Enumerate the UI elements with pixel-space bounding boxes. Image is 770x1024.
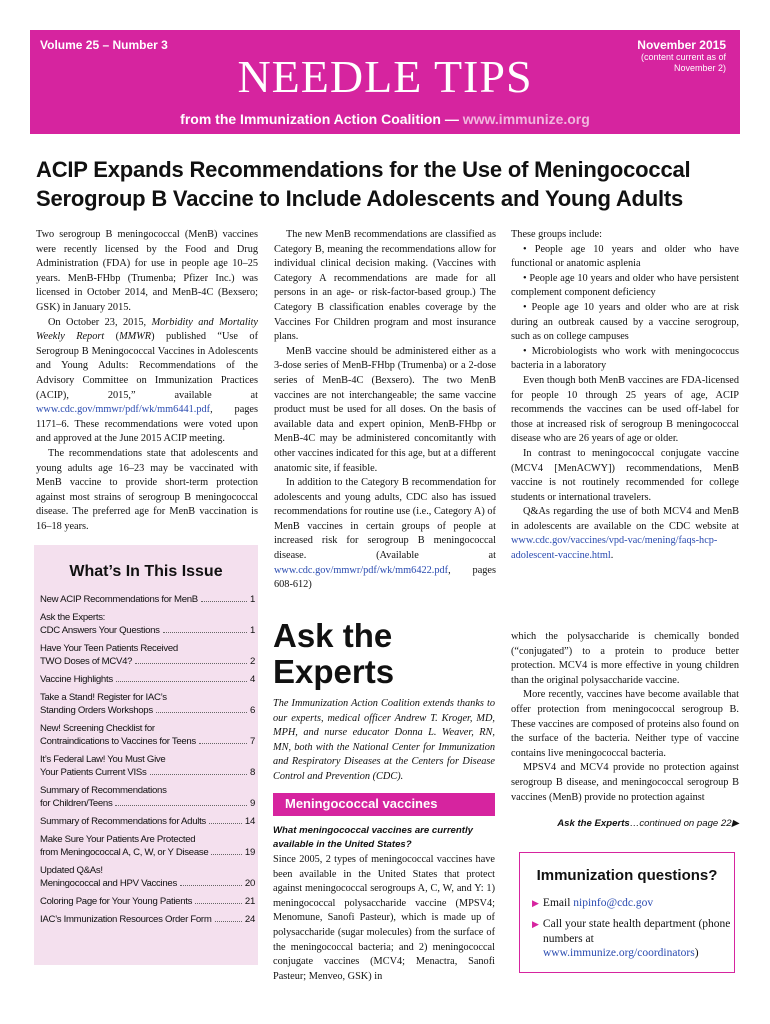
text: , pages 608-612) [274, 564, 496, 591]
title-line: Ask the [273, 617, 393, 654]
toc-entry[interactable] [40, 593, 255, 606]
text: ( [104, 331, 120, 343]
paragraph: which the polysaccharide is chemically bonded (“conjugated”) to a protein to produce better protection. MCV4 is more effective in young children than the original polysaccharide vaccine. [511, 631, 739, 686]
text: Ask the Experts [557, 818, 630, 829]
newsletter-title: NEEDLE TIPS [237, 51, 533, 102]
toc-entry[interactable] [40, 691, 255, 717]
toc-entry-text: Make Sure Your Patients Are Protected [40, 834, 196, 845]
toc-entry-line [40, 704, 255, 717]
toc-page-number: 24 [244, 914, 255, 925]
bullet-item: • People age 10 years and older who have functional or anatomic asplenia [511, 243, 739, 270]
text: Call your state health department (phone numbers at [542, 918, 731, 945]
ask-experts-continued-column [511, 630, 739, 805]
paragraph: MPSV4 and MCV4 provide no protection against serogroup B disease, and meningococcal serogroup B vaccines (MenB) provide no protection against [511, 762, 739, 803]
paragraph: The new MenB recommendations are classified as Category B, meaning the recommendations allow for individual clinical decision making. (Vaccines with Category A recommendations are made for all persons in an age- or risk-factor-based group.) The Category B classification enables coverage by the Vaccines For Children program and most insurance plans. [274, 229, 496, 343]
mmwr-link[interactable]: www.cdc.gov/mmwr/pdf/wk/mm6441.pdf [36, 404, 211, 416]
toc-entry-text: Updated Q&As! [40, 865, 103, 876]
text: In addition to the Category B recommendation for adolescents and young adults, CDC also has issued recommendations for routine use (i.e., Category A) of MenB vaccines in certain groups of people at increased risk for serogroup B meningococcal disease. (Available at [274, 477, 496, 562]
toc-entry-line [40, 846, 255, 859]
text: MMWR [119, 331, 152, 343]
whats-in-this-issue-box [34, 545, 258, 965]
toc-page-number: 2 [249, 656, 255, 667]
text: . [610, 550, 614, 562]
toc-entry[interactable] [40, 722, 255, 748]
toc-entry[interactable] [40, 913, 255, 926]
right-arrow-icon: ▶ [731, 818, 739, 829]
issue-date: November 2015 [637, 38, 726, 52]
toc-page-number: 21 [244, 896, 255, 907]
subtitle-url-link[interactable]: www.immunize.org [462, 111, 590, 127]
article-column-3 [511, 228, 739, 564]
toc-entry[interactable] [40, 864, 255, 890]
toc-entry-line [40, 624, 255, 637]
mmwr-link[interactable]: www.cdc.gov/mmwr/pdf/wk/mm6422.pdf [274, 564, 449, 576]
paragraph: Even though both MenB vaccines are FDA-licensed for people 10 through 25 years of age, ACIP recommends the vaccines can be used off-label for those at increased risk of serogroup B meningococcal disease who are 26 years of age or older. [511, 374, 739, 445]
toc-leader-dots [211, 847, 242, 855]
toc-page-number: 9 [249, 798, 255, 809]
toc-entry-text: Have Your Teen Patients Received [40, 643, 178, 654]
toc-entry-text: Meningococcal and HPV Vaccines [40, 878, 177, 889]
toc-entry-line [40, 895, 255, 908]
toc-entry[interactable] [40, 833, 255, 859]
cdc-qa-link[interactable]: www.cdc.gov/vaccines/vpd-vac/mening/faqs-hcp-adolescent-vaccine.html [511, 535, 718, 562]
immunization-questions-box [519, 852, 735, 973]
toc-entry-text: Coloring Page for Your Young Patients [40, 896, 193, 907]
toc-entry-text: New ACIP Recommendations for MenB [40, 594, 198, 605]
toc-page-number: 20 [244, 878, 255, 889]
toc-page-number: 4 [249, 674, 255, 685]
toc-entry-line [40, 815, 255, 828]
toc-entry-text: New! Screening Checklist for [40, 723, 155, 734]
call-item [532, 917, 732, 961]
text: Q&As regarding the use of both MCV4 and MenB in adolescents are available on the CDC website at [511, 506, 739, 532]
toc-entry-line [40, 877, 255, 890]
toc-entry[interactable] [40, 642, 255, 668]
ask-experts-intro: The Immunization Action Coalition extends thanks to our experts, medical officer Andrew T. Kroger, MD, MPH, and nurse educator Donna L. Weaver, RN, MN, both with the National Center for Immunization and Respiratory Diseases at the Centers for Disease Control and Prevention (CDC). [273, 698, 495, 782]
toc-entry[interactable] [40, 895, 255, 908]
content-current-note: (content current as of November 2) [640, 52, 726, 73]
toc-page-number: 1 [249, 594, 255, 605]
coordinators-link[interactable]: www.immunize.org/coordinators [543, 947, 695, 959]
toc-entry[interactable] [40, 815, 255, 828]
paragraph [36, 316, 258, 447]
toc-leader-dots [163, 625, 247, 633]
text: On October 23, 2015, [48, 316, 152, 328]
toc-entry-line [40, 797, 255, 810]
toc-entry-line [40, 766, 255, 779]
toc-page-number: 19 [244, 847, 255, 858]
toc-leader-dots [199, 736, 247, 744]
toc-entry-text: It’s Federal Law! You Must Give [40, 754, 166, 765]
toc-list [40, 593, 255, 931]
toc-entry-text: Ask the Experts: [40, 612, 106, 623]
toc-leader-dots [195, 896, 242, 904]
toc-leader-dots [180, 878, 242, 886]
paragraph [274, 476, 496, 593]
paragraph [511, 505, 739, 563]
bullet-item: • People age 10 years and older who have persistent complement component deficiency [511, 272, 739, 299]
paragraph: In contrast to meningococcal conjugate vaccine (MCV4 [MenACWY]) recommendations, MenB vaccine is not routinely recommended for college students or international travelers. [511, 447, 739, 503]
question: What meningococcal vaccines are currently available in the United States? [273, 825, 473, 850]
paragraph: These groups include: [511, 229, 602, 240]
article-column-1 [36, 228, 258, 534]
text: Email [542, 897, 574, 909]
toc-entry-line [40, 913, 255, 926]
toc-entry-text: Take a Stand! Register for IAC’s [40, 692, 167, 703]
toc-page-number: 6 [249, 705, 255, 716]
toc-entry-text: Vaccine Highlights [40, 674, 113, 685]
toc-leader-dots [150, 767, 247, 775]
toc-page-number: 14 [244, 816, 255, 827]
paragraph: More recently, vaccines have become available that offer protection from meningococcal serogroup B. These vaccines are composed of proteins also found on the surface of the bacteria. Neither type of vaccine contains live meningococcal bacteria. [511, 689, 739, 759]
toc-entry-text: Your Patients Current VISs [40, 767, 147, 778]
article-headline: ACIP Expands Recommendations for the Use of Meningococcal Serogroup B Vaccine to Include Adolescents and Young Adults [36, 157, 691, 211]
meningococcal-section-bar: Meningococcal vaccines [273, 793, 495, 816]
toc-leader-dots [201, 594, 247, 602]
toc-entry-line [40, 673, 255, 686]
toc-entry[interactable] [40, 611, 255, 637]
toc-entry-text: IAC’s Immunization Resources Order Form [40, 914, 212, 925]
ask-the-experts-title [273, 618, 493, 690]
right-arrow-icon: ▶ [532, 898, 539, 908]
toc-page-number: 8 [249, 767, 255, 778]
toc-leader-dots [156, 705, 247, 713]
toc-page-number: 1 [249, 625, 255, 636]
iq-title: Immunization questions? [536, 867, 718, 884]
article-column-2 [274, 228, 496, 593]
toc-leader-dots [116, 674, 247, 682]
toc-leader-dots [215, 914, 242, 922]
toc-entry-text: Summary of Recommendations [40, 785, 167, 796]
toc-leader-dots [209, 816, 242, 824]
volume-number: Volume 25 – Number 3 [40, 38, 168, 52]
toc-entry-text: Standing Orders Workshops [40, 705, 153, 716]
title-line: Experts [273, 653, 395, 690]
toc-entry-text: Summary of Recommendations for Adults [40, 816, 206, 827]
toc-leader-dots [115, 798, 246, 806]
continued-on-page-link[interactable] [511, 818, 739, 829]
toc-entry-text: for Children/Teens [40, 798, 113, 809]
paragraph: MenB vaccine should be administered either as a 3-dose series of MenB-FHbp (Trumenba) or a 2-dose series of MenB-4C (Bexsero). The two MenB vaccines are not interchangeable; the same vaccine product must be used for all doses. On the basis of available data and expert opinion, MenB-FHbp or MenB-4C may be administered concomitantly with other vaccines indicated for this age, but at a different anatomic site, if feasible. [274, 345, 496, 474]
right-arrow-icon: ▶ [532, 919, 539, 929]
toc-title: What’s In This Issue [69, 563, 223, 580]
bullet-item: • People age 10 years and older who are at risk during an outbreak caused by a vaccine serogroup, such as on college campuses [511, 301, 739, 343]
text: ) [694, 947, 699, 959]
toc-entry-line [40, 593, 255, 606]
masthead [30, 30, 740, 134]
text: Morbidity and Mortality Weekly Report [36, 316, 258, 343]
toc-leader-dots [135, 656, 247, 664]
toc-entry-text: from Meningococcal A, C, W, or Y Disease [40, 847, 209, 858]
newsletter-subtitle [30, 111, 740, 127]
toc-entry-text: CDC Answers Your Questions [40, 625, 160, 636]
toc-entry-line [40, 655, 255, 668]
toc-entry[interactable] [40, 753, 255, 779]
paragraph: Two serogroup B meningococcal (MenB) vaccines were recently licensed by the Food and Drug Administration (FDA) for use in people age 10–25 years. MenB-FHbp (Trumenba; Pfizer Inc.) was licensed in October 2014, and MenB-4C (Bexsero; GSK) in January 2015. [36, 229, 258, 313]
toc-entry-text: TWO Doses of MCV4? [40, 656, 133, 667]
answer: Since 2005, 2 types of meningococcal vaccines have been available in the United States that protect against meningococcal serogroups A, C, W, and Y: 1) meningococcal polysaccharide vaccine (MPSV4; Menomune, Sanofi Pasteur), which is made up of polysaccharide (sugar molecules) from the surface of the meningococcal bacteria; and 2) meningococcal conjugate vaccines (MCV4; Menactra, Sanofi Pasteur; Menveo, GSK) in [273, 854, 495, 982]
toc-entry[interactable] [40, 673, 255, 686]
text: …continued on page 22 [629, 818, 732, 829]
paragraph: The recommendations state that adolescents and young adults age 16–23 may be vaccinated with MenB vaccine to provide short-term protection against most strains of serogroup B meningococcal disease. The preferred age for MenB vaccination is 16–18 years. [36, 447, 258, 532]
email-item [532, 896, 732, 911]
text: , pages 1171–6. These recommendations were voted upon and approved at the June 2015 ACIP meeting. [36, 404, 258, 445]
email-link[interactable]: nipinfo@cdc.gov [573, 897, 654, 909]
bullet-item: • Microbiologists who work with meningococcus bacteria in a laboratory [511, 345, 739, 372]
toc-entry-text: Contraindications to Vaccines for Teens [40, 736, 196, 747]
toc-entry[interactable] [40, 784, 255, 810]
toc-page-number: 7 [249, 736, 255, 747]
toc-entry-line [40, 735, 255, 748]
text: ) published “Use of Serogroup B Meningococcal Vaccines in Adolescents and Young Adults: Recommendations of the Advisory Committee on Immunization Practices (ACIP), 2015,” available at [36, 331, 258, 401]
subtitle-text: from the Immunization Action Coalition — [180, 111, 463, 127]
